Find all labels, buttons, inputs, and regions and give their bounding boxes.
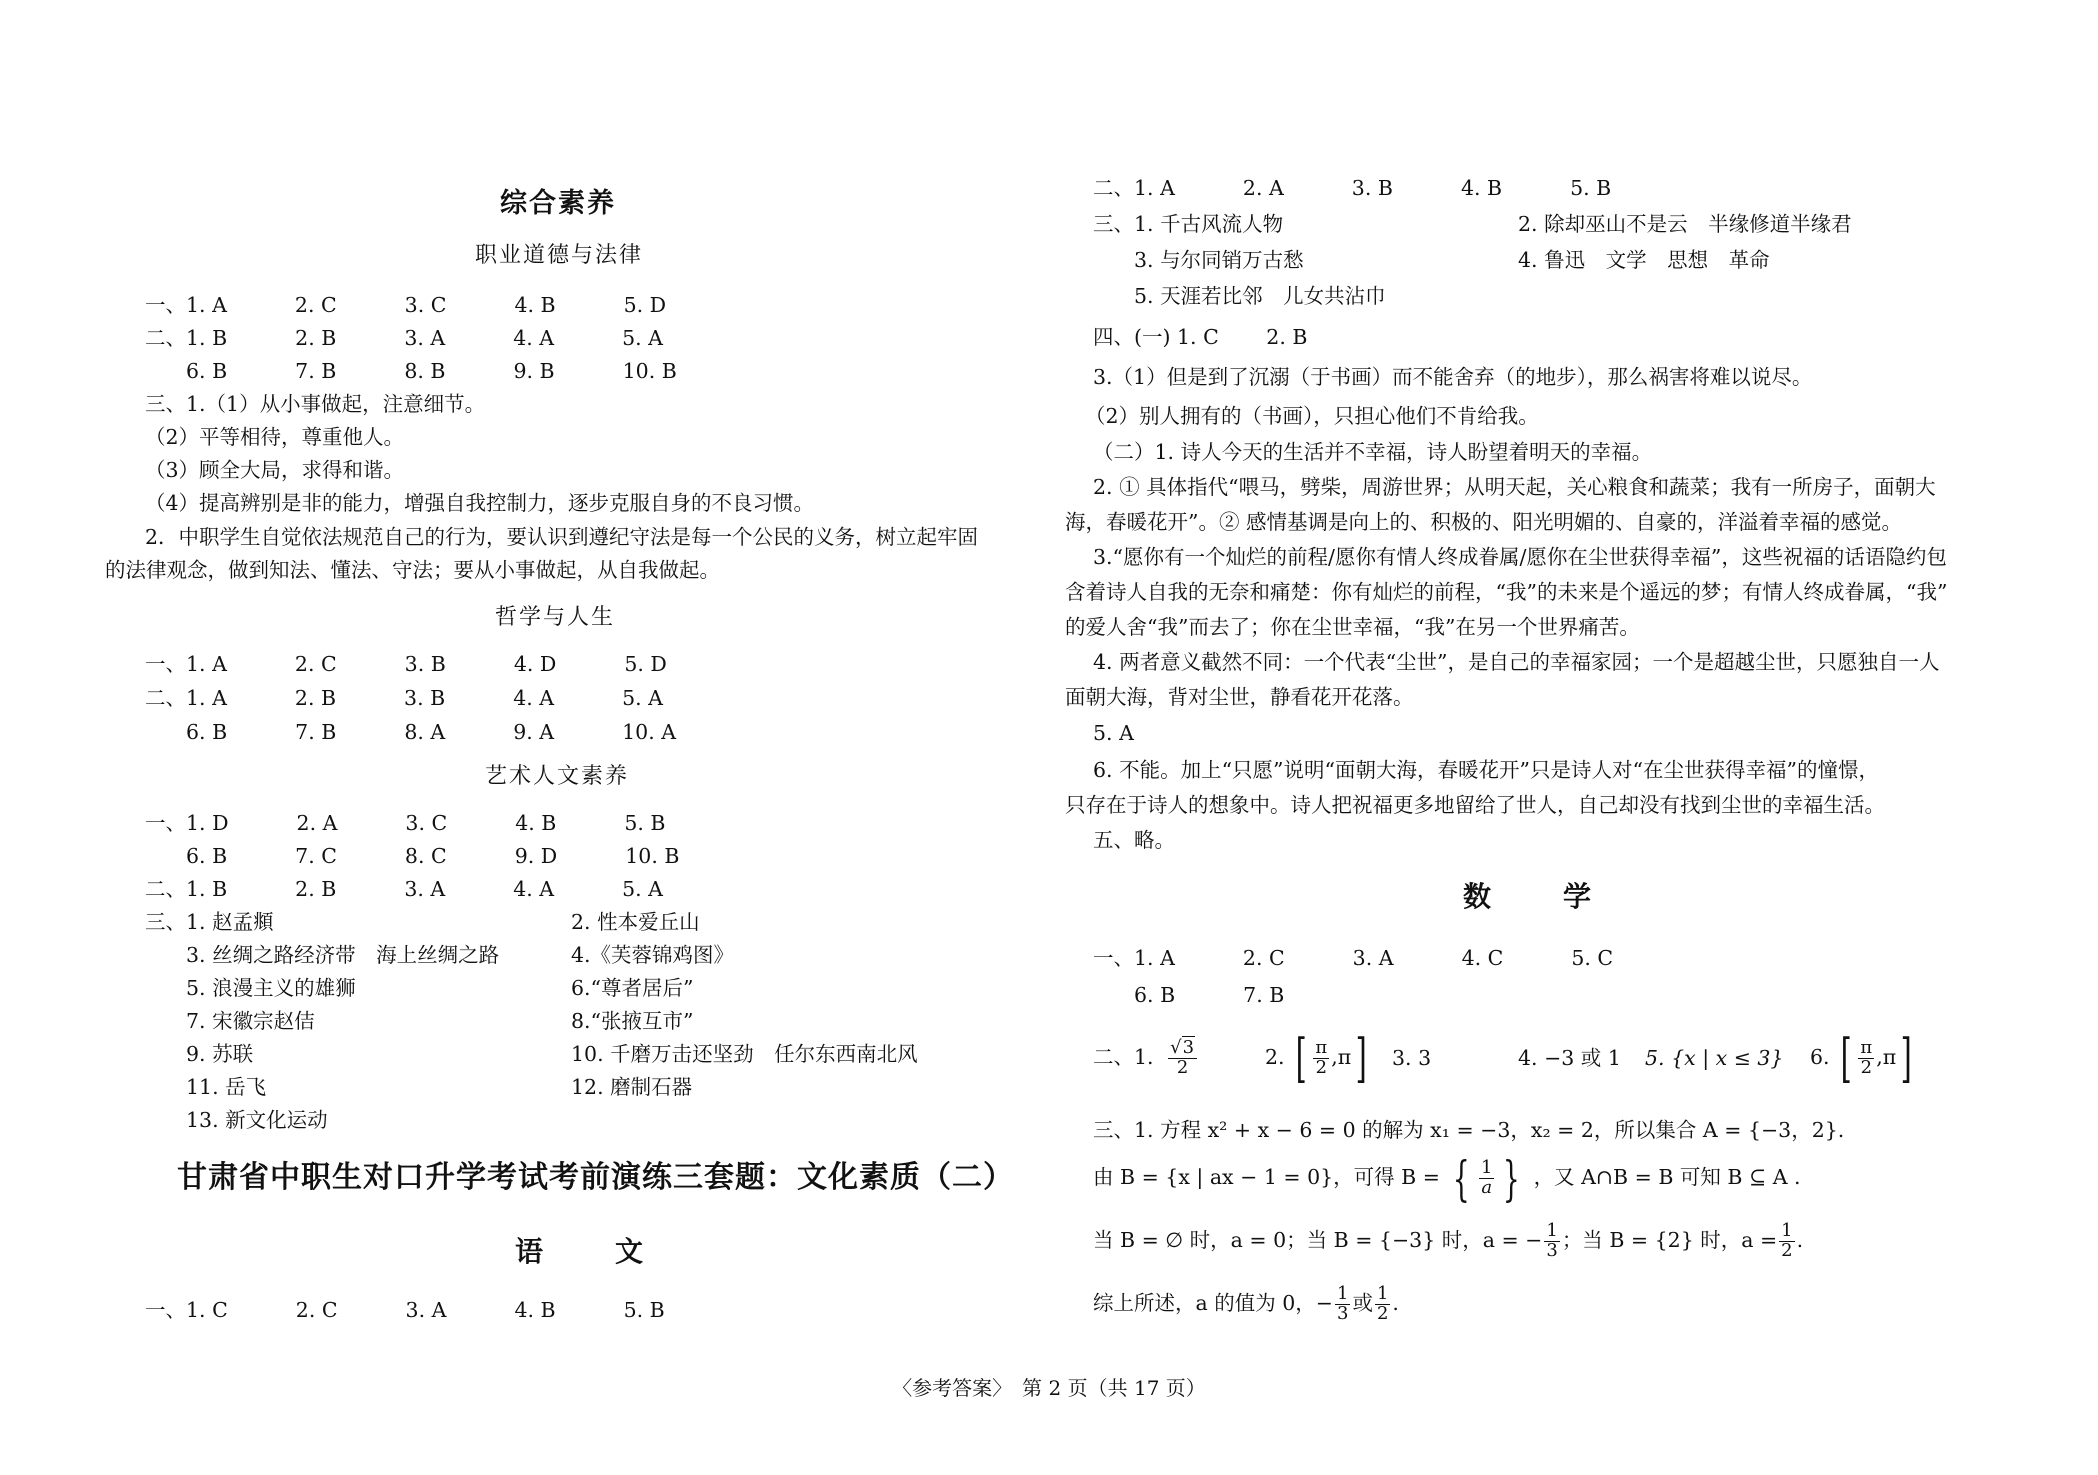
fraction-numerator: 1 [1336, 1283, 1349, 1305]
text-line: 二、1. A 2. A 3. B 4. B 5. B [1093, 176, 1612, 200]
text-line: 2. 性本爱丘山 [571, 910, 700, 934]
math-er-q3: 3. 3 [1392, 1046, 1432, 1070]
sqrt-radicand: 3 [1182, 1037, 1195, 1059]
fraction-pi-over-2 [1313, 1039, 1329, 1078]
text-line: 5. 天涯若比邻 儿女共沾巾 [1093, 284, 1386, 308]
text-line: 三、1. 千古风流人物 [1093, 212, 1284, 236]
text-line: 面朝大海，背对尘世，静看花开花落。 [1065, 685, 1414, 709]
text-segment: 综上所述，a 的值为 0，− [1093, 1291, 1333, 1315]
text-line: 13. 新文化运动 [145, 1108, 328, 1132]
fraction-sqrt3-over-2 [1168, 1039, 1197, 1078]
text-line: 二、1. B 2. B 3. A 4. A 5. A [145, 326, 663, 350]
text-line: （二）1. 诗人今天的生活并不幸福，诗人盼望着明天的幸福。 [1093, 440, 1653, 464]
text-line: 含着诗人自我的无奈和痛楚：你有灿烂的前程，“我”的未来是个遥远的梦；有情人终成眷属，“我” [1065, 580, 1948, 604]
exam-title: 甘肃省中职生对口升学考试考前演练三套题：文化素质（二） [177, 1160, 1014, 1195]
text-line: 5. 浪漫主义的雄狮 [145, 976, 356, 1000]
fraction-denominator: 2 [1860, 1057, 1873, 1078]
text-line: 一、1. A 2. C 3. C 4. B 5. D [145, 293, 667, 317]
math-er-q6: 6. [ $\frac{\pi}{2}$ ,π] [1810, 1028, 1912, 1089]
math-san-line3: 当 B = ∅ 时，a = 0；当 B = {−3} 时，a = − $\frac{1}{3}$ ；当 B = {2} 时，a = $\frac{1}{2}$ . [1093, 1220, 1804, 1261]
fraction-numerator: 1 [1546, 1220, 1558, 1242]
fraction-pi-over-2 [1858, 1039, 1874, 1078]
text-segment: 或 [1352, 1291, 1373, 1315]
fraction-numerator: √3 [1168, 1039, 1197, 1059]
text-line: 2. 除却巫山不是云 半缘修道半缘君 [1518, 212, 1852, 236]
fraction-1-over-a [1479, 1159, 1494, 1198]
math-er-q4: 4. −3 或 1 [1518, 1046, 1621, 1070]
left-brace-icon: { [1453, 1150, 1471, 1207]
text-segment: ，又 A∩B = B 可知 B ⊆ A . [1533, 1165, 1801, 1189]
math-san-line1: 三、1. 方程 x² + x − 6 = 0 的解为 x₁ = −3，x₂ = 2，所以集合 A = {−3，2}. [1093, 1118, 1845, 1142]
text-line: 7. 宋徽宗赵佶 [145, 1009, 315, 1033]
subsection-title-zhexue: 哲学与人生 [495, 605, 616, 630]
fraction-denominator: 3 [1336, 1303, 1349, 1324]
section-title-yuwen: 语 文 [515, 1235, 666, 1268]
fraction-1-over-3 [1544, 1222, 1559, 1261]
fraction-numerator: 1 [1481, 1157, 1493, 1179]
math-san-line2 [1093, 1150, 1801, 1207]
text-segment: 由 B = {x | ax − 1 = 0}，可得 B = [1093, 1165, 1440, 1189]
page-footer: 〈参考答案〉 第 2 页（共 17 页） [892, 1376, 1206, 1400]
fraction-numerator: π [1315, 1037, 1328, 1059]
text-line: 海，春暖花开”。② 感情基调是向上的、积极的、阳光明媚的、自豪的，洋溢着幸福的感觉。 [1065, 510, 1902, 534]
fraction-denominator: a [1481, 1177, 1493, 1198]
text-line: 8.“张掖互市” [571, 1009, 694, 1033]
text-line: 三、1.（1）从小事做起，注意细节。 [145, 392, 486, 416]
text-line: 一、1. C 2. C 3. A 4. B 5. B [145, 1298, 665, 1322]
text-line: 三、1. 赵孟頫 [145, 910, 274, 934]
fraction-1-over-2 [1779, 1222, 1794, 1261]
text-line: 3.（1）但是到了沉溺（于书画）而不能舍弃（的地步），那么祸害将难以说尽。 [1093, 365, 1813, 389]
text-line: 4. 鲁迅 文学 思想 革命 [1518, 248, 1770, 272]
text-line: 4.《芙蓉锦鸡图》 [571, 943, 735, 967]
text-line: （3）顾全大局，求得和谐。 [145, 458, 405, 482]
text-line: （2）别人拥有的（书画），只担心他们不肯给我。 [1085, 404, 1539, 428]
text-line: （2）平等相待，尊重他人。 [145, 425, 405, 449]
fraction-denominator: 2 [1781, 1240, 1793, 1261]
text-line: 11. 岳飞 [145, 1075, 267, 1099]
fraction-numerator: 1 [1376, 1283, 1389, 1305]
math-er-q5: 5. {x | x ≤ 3} [1645, 1046, 1784, 1070]
left-bracket-icon: [ [1840, 1028, 1852, 1089]
left-bracket-icon: [ [1295, 1028, 1307, 1089]
section-title-shuxue: 数 学 [1463, 880, 1614, 913]
right-bracket-icon: ] [1900, 1028, 1912, 1089]
text-line: 6. B 7. C 8. C 9. D 10. B [145, 844, 680, 868]
text-line: 2. ① 具体指代“喂马，劈柴，周游世界；从明天起，关心粮食和蔬菜；我有一所房子，面朝大 [1093, 475, 1936, 499]
text-line: 只存在于诗人的想象中。诗人把祝福更多地留给了世人，自己却没有找到尘世的幸福生活。 [1065, 793, 1885, 817]
fraction-denominator: 2 [1315, 1057, 1328, 1078]
subsection-title-yishu: 艺术人文素养 [485, 764, 630, 789]
fraction-1-over-2 [1375, 1285, 1390, 1324]
text-line: 9. 苏联 [145, 1042, 254, 1066]
text-line: 五、略。 [1093, 828, 1175, 852]
fraction-denominator: 2 [1176, 1057, 1189, 1078]
interval-end: ,π [1876, 1045, 1897, 1069]
subsection-title-zhiye: 职业道德与法律 [475, 243, 644, 268]
fraction-denominator: 2 [1376, 1303, 1389, 1324]
text-line: 3. 丝绸之路经济带 海上丝绸之路 [145, 943, 500, 967]
math-san-line4: 综上所述，a 的值为 0，− $\frac{1}{3}$ 或 $\frac{1}{2}$ . [1093, 1283, 1399, 1324]
text-line: 6. B 7. B 8. B 9. B 10. B [145, 359, 677, 383]
text-line: 10. 千磨万击还坚劲 任尔东西南北风 [571, 1042, 918, 1066]
text-line: 四、(一) 1. C 2. B [1093, 325, 1308, 349]
text-line: 二、1. B 2. B 3. A 4. A 5. A [145, 877, 663, 901]
text-line: 6.“尊者居后” [571, 976, 694, 1000]
text-line: 3. 与尔同销万古愁 [1093, 248, 1304, 272]
fraction-1-over-3 [1335, 1285, 1350, 1324]
text-line: 二、1. A 2. B 3. B 4. A 5. A [145, 686, 663, 710]
text-line: （4）提高辨别是非的能力，增强自我控制力，逐步克服自身的不良习惯。 [145, 491, 815, 515]
math-er-q2: 2. [ $\frac{\pi}{2}$ ,π] [1265, 1028, 1367, 1089]
text-line: 6. 不能。加上“只愿”说明“面朝大海，春暖花开”只是诗人对“在尘世获得幸福”的憧憬， [1093, 758, 1879, 782]
math-er-row [1093, 1032, 1199, 1082]
math-er-label: 二、1. [1093, 1045, 1154, 1069]
text-line: 5. A [1093, 721, 1134, 745]
text-line: 4. 两者意义截然不同：一个代表“尘世”，是自己的幸福家园；一个是超越尘世，只愿独自一人 [1093, 650, 1940, 674]
text-line: 12. 磨制石器 [571, 1075, 693, 1099]
text-line: 2．中职学生自觉依法规范自己的行为，要认识到遵纪守法是每一个公民的义务，树立起牢固 [145, 525, 979, 549]
right-brace-icon: } [1503, 1150, 1521, 1207]
text-line: 6. B 7. B 8. A 9. A 10. A [145, 720, 677, 744]
fraction-numerator: π [1860, 1037, 1873, 1059]
interval-end: ,π [1331, 1045, 1352, 1069]
text-line: 6. B 7. B [1093, 983, 1285, 1007]
text-line: 3.“愿你有一个灿烂的前程/愿你有情人终成眷属/愿你在尘世获得幸福”，这些祝福的话语隐约包 [1093, 545, 1947, 569]
text-line: 的法律观念，做到知法、懂法、守法；要从小事做起，从自我做起。 [105, 558, 720, 582]
section-title-zonghe: 综合素养 [500, 188, 616, 219]
text-line: 的爱人舍“我”而去了；你在尘世幸福，“我”在另一个世界痛苦。 [1065, 615, 1640, 639]
text-line: 一、1. A 2. C 3. B 4. D 5. D [145, 652, 667, 676]
fraction-denominator: 3 [1546, 1240, 1558, 1261]
text-line: 一、1. D 2. A 3. C 4. B 5. B [145, 811, 666, 835]
text-segment: ；当 B = {2} 时，a = [1561, 1228, 1778, 1252]
fraction-numerator: 1 [1781, 1220, 1793, 1242]
text-line: 一、1. A 2. C 3. A 4. C 5. C [1093, 946, 1614, 970]
right-bracket-icon: ] [1355, 1028, 1367, 1089]
text-segment: 当 B = ∅ 时，a = 0；当 B = {−3} 时，a = − [1093, 1228, 1543, 1252]
